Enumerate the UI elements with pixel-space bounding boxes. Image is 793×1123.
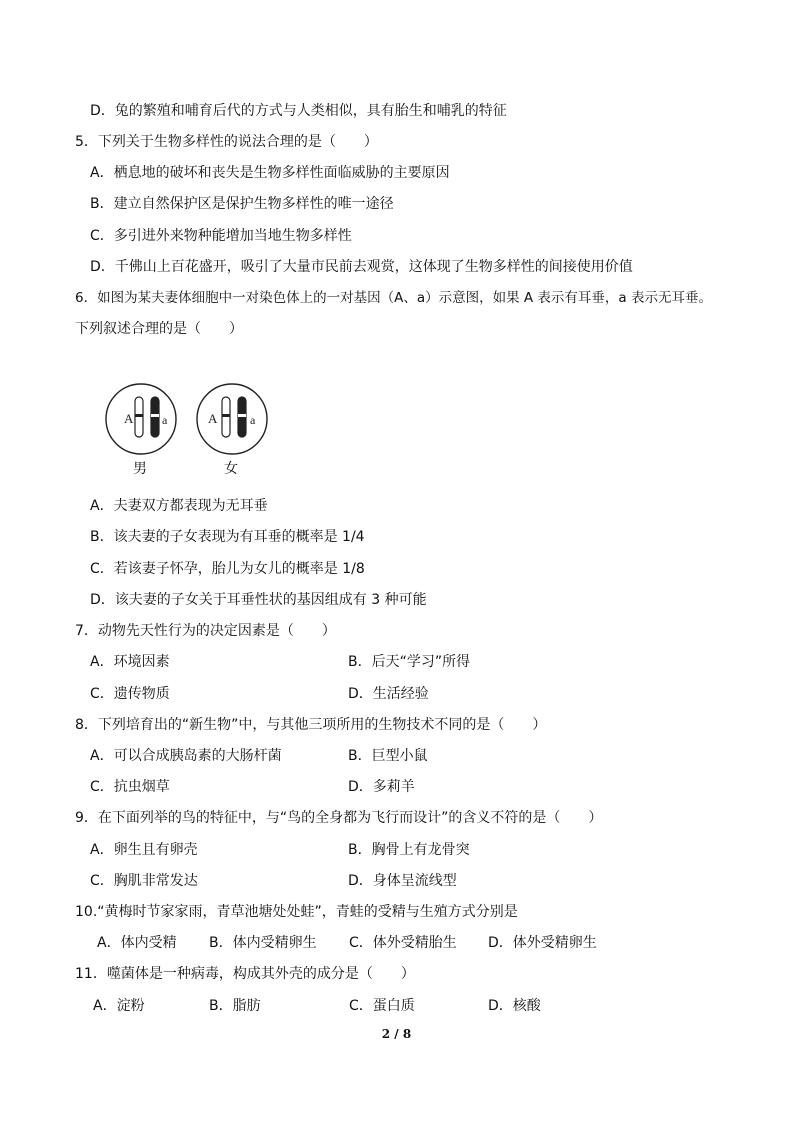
q9-option-c: C．胸肌非常发达 xyxy=(90,873,198,889)
q10-option-b: B．体内受精卵生 xyxy=(209,935,317,951)
q8-option-a: A．可以合成胰岛素的大肠杆菌 xyxy=(90,748,282,764)
q7-option-b: B．后天“学习”所得 xyxy=(348,654,471,670)
q10-option-d: D．体外受精卵生 xyxy=(488,935,597,951)
q9-option-b: B．胸骨上有龙骨突 xyxy=(348,842,470,858)
q7-stem: 7．动物先天性行为的决定因素是（ ） xyxy=(75,623,336,639)
q6-option-a: A．夫妻双方都表现为无耳垂 xyxy=(90,498,268,514)
female-label: 女 xyxy=(224,461,238,477)
q6-stem-line1: 6．如图为某夫妻体细胞中一对染色体上的一对基因（A、a）示意图，如果 A 表示有耳垂，a 表示无耳垂。 xyxy=(75,290,712,306)
q11-option-b: B．脂肪 xyxy=(209,998,261,1014)
q6-option-d: D．该夫妻的子女关于耳垂性状的基因组成有 3 种可能 xyxy=(90,592,427,608)
female-gene-left: A xyxy=(208,411,218,426)
q5-option-c: C．多引进外来物种能增加当地生物多样性 xyxy=(90,228,352,244)
chromosome-diagram xyxy=(104,383,284,478)
q8-option-d: D．多莉羊 xyxy=(348,779,415,795)
q10-option-a: A．体内受精 xyxy=(97,935,177,951)
q6-option-c: C．若该妻子怀孕，胎儿为女儿的概率是 1/8 xyxy=(90,561,365,577)
page-number: 2 / 8 xyxy=(381,1027,412,1041)
q11-option-c: C．蛋白质 xyxy=(349,998,415,1014)
q6-option-b: B．该夫妻的子女表现为有耳垂的概率是 1/4 xyxy=(90,529,365,545)
q8-option-c: C．抗虫烟草 xyxy=(90,779,170,795)
q7-option-a: A．环境因素 xyxy=(90,654,170,670)
q5-option-a: A．栖息地的破坏和丧失是生物多样性面临威胁的主要原因 xyxy=(90,165,450,181)
q8-stem: 8．下列培育出的“新生物”中，与其他三项所用的生物技术不同的是（ ） xyxy=(75,717,547,733)
q9-stem: 9．在下面列举的鸟的特征中，与“鸟的全身都为飞行而设计”的含义不符的是（ ） xyxy=(75,810,603,826)
q9-option-d: D．身体呈流线型 xyxy=(348,873,457,889)
q11-option-d: D．核酸 xyxy=(488,998,541,1014)
q10-stem: 10.“黄梅时节家家雨，青草池塘处处蛙”，青蛙的受精与生殖方式分别是 xyxy=(75,904,518,920)
male-gene-right: a xyxy=(162,413,168,427)
q10-option-c: C．体外受精胎生 xyxy=(349,935,457,951)
q4-option-d: D．兔的繁殖和哺育后代的方式与人类相似，具有胎生和哺乳的特征 xyxy=(90,103,507,119)
male-label: 男 xyxy=(133,461,147,477)
q5-stem: 5．下列关于生物多样性的说法合理的是（ ） xyxy=(75,134,378,150)
male-gene-left: A xyxy=(124,411,134,426)
female-gene-right: a xyxy=(250,413,256,427)
q6-stem-line2: 下列叙述合理的是（ ） xyxy=(75,321,243,337)
q7-option-d: D．生活经验 xyxy=(348,686,429,702)
q8-option-b: B．巨型小鼠 xyxy=(348,748,428,764)
q7-option-c: C．遗传物质 xyxy=(90,686,170,702)
q11-stem: 11．噬菌体是一种病毒，构成其外壳的成分是（ ） xyxy=(75,966,415,982)
male-cell xyxy=(106,384,176,477)
female-cell xyxy=(197,384,267,477)
q5-option-d: D．千佛山上百花盛开，吸引了大量市民前去观赏，这体现了生物多样性的间接使用价值 xyxy=(90,259,633,275)
q5-option-b: B．建立自然保护区是保护生物多样性的唯一途径 xyxy=(90,196,394,212)
q9-option-a: A．卵生且有卵壳 xyxy=(90,842,198,858)
q11-option-a: A．淀粉 xyxy=(93,998,145,1014)
